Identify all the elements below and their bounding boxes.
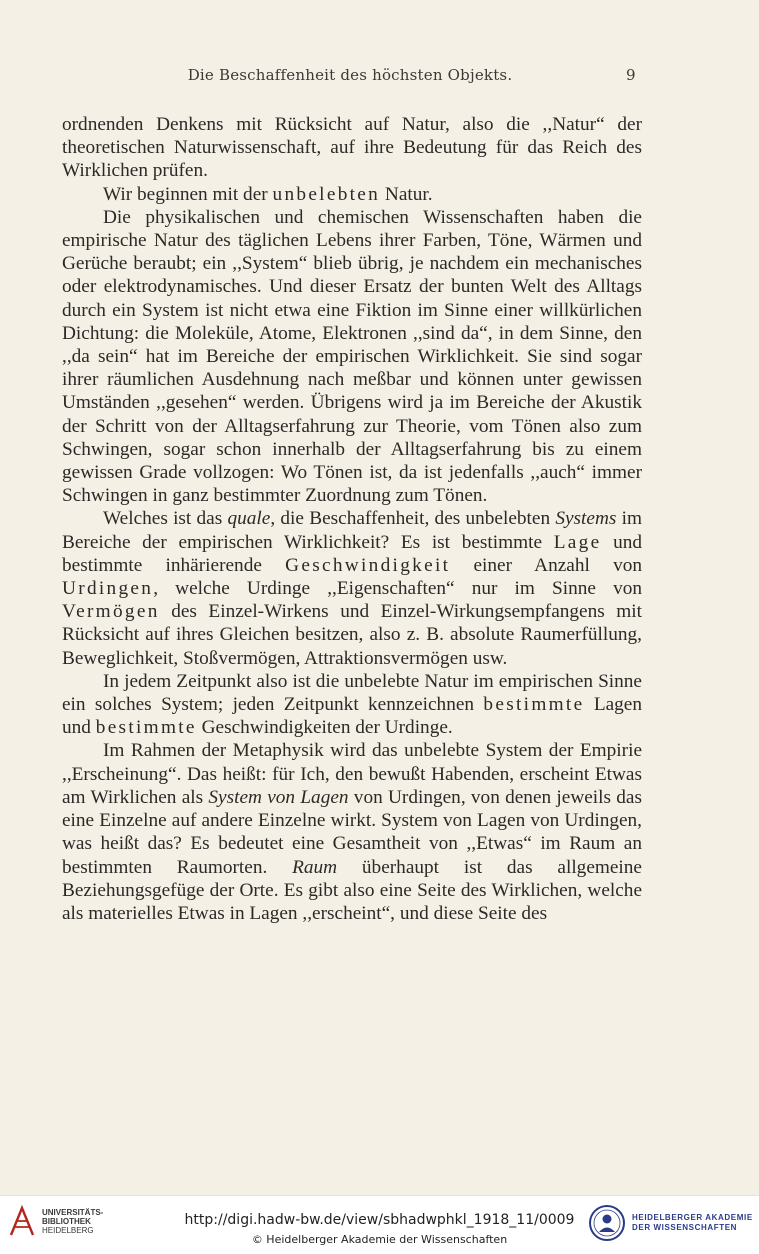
text-run: Geschwindigkeiten der Urdinge. xyxy=(196,717,453,739)
running-header xyxy=(0,66,759,90)
spaced-text: Geschwindigkeit xyxy=(285,554,451,576)
paragraph xyxy=(62,670,642,740)
academy-line-2: DER WISSENSCHAFTEN xyxy=(632,1223,738,1232)
text-run: im Bereiche der empirischen Wirklichkeit? Es ist bestimmte xyxy=(62,508,642,553)
text-run: Natur. xyxy=(380,183,433,205)
library-line-1: UNIVERSITÄTS- xyxy=(42,1208,104,1217)
text-run: , die Beschaffenheit, des unbelebten xyxy=(270,508,556,530)
academy-line-1: HEIDELBERGER AKADEMIE xyxy=(632,1213,753,1222)
spaced-text: bestimmte xyxy=(483,694,585,716)
text-run: ordnenden Denkens mit Rücksicht auf Natur, also die ,,Natur“ der theoretischen Naturwissenschaft, auf ihre Bedeutung für das Reich des Wirklichen prüfen. xyxy=(62,114,642,182)
text-run: , welche Urdinge ,,Eigenschaften“ nur im Sinne von xyxy=(153,578,642,600)
spaced-text: Lage xyxy=(553,531,602,553)
text-run: von Urdingen, von denen jeweils das eine Einzelne auf andere Einzelne wirkt. System von Lagen von Urdingen, was heißt das? Es bedeutet eine Gesamtheit von ,,Etwas“ im Raum an bestimmten Raumorten. xyxy=(62,786,642,878)
italic-text: quale xyxy=(227,508,271,530)
running-title: Die Beschaffenheit des höchsten Objekts. xyxy=(187,66,513,84)
academy-name xyxy=(632,1213,753,1233)
paragraph xyxy=(62,113,642,183)
academy-seal-icon xyxy=(588,1204,626,1242)
text-run: Lagen und xyxy=(62,694,643,739)
italic-text: Systems xyxy=(555,508,617,530)
spaced-text: bestimmte xyxy=(95,717,197,739)
body-text xyxy=(62,113,642,925)
italic-text: System von Lagen xyxy=(208,786,349,808)
paragraph xyxy=(62,739,642,925)
text-run: einer Anzahl von xyxy=(450,554,642,576)
copyright-notice: © Heidelberger Akademie der Wissenschaften xyxy=(251,1233,508,1246)
text-run: des Einzel-Wirkens und Einzel-Wirkungsempfangens mit Rücksicht auf ihres Gleichen besitzen, also z. B. absolute Raumerfüllung, Beweglichkeit, Stoßvermögen, Attraktionsvermögen usw. xyxy=(62,601,642,669)
italic-text: Raum xyxy=(292,856,338,878)
library-line-2: BIBLIOTHEK xyxy=(42,1217,91,1226)
permalink-url[interactable]: http://digi.hadw-bw.de/view/sbhadwphkl_1918_11/0009 xyxy=(184,1212,575,1228)
page-number: 9 xyxy=(626,66,636,84)
text-run: Die physikalischen und chemischen Wissenschaften haben die empirische Natur des täglichen Lebens ihrer Farben, Töne, Wärmen und Gerüche beraubt; ein ,,System“ blieb übrig, je nachdem ein mechanisches oder elektrodynamisches. Und dieser Ersatz der bunten Welt des Alltags durch ein System ist nicht etwa eine Fiktion im Sinne einer willkürlichen Dichtung: die Moleküle, Atome, Elektronen ,,sind da“, in dem Sinne, den ,,da sein“ hat im Bereiche der empirischen Wirklichkeit. Sie sind sogar ihrer räumlichen Ausdehnung nach meßbar und können unter gewissen Umständen ,,gesehen“ werden. Übrigens wird ja im Bereiche der Akustik der Schritt von der Alltagserfahrung zur Theorie, vom Tönen also zum Schwingen, sogar schon innerhalb der Alltagserfahrung bis zu einem gewissen Grade vollzogen: Wo Tönen ist, da ist jedenfalls ,,auch“ immer Schwingen in ganz bestimmter Zuordnung zum Tönen. xyxy=(62,206,642,507)
spaced-text: unbelebten xyxy=(272,183,381,205)
text-run: In jedem Zeitpunkt also ist die unbelebte Natur im empirischen Sinne ein solches System; jeden Zeitpunkt kennzeichnen xyxy=(62,670,642,716)
paragraph xyxy=(62,206,642,508)
text-run: und bestimmte inhärierende xyxy=(62,531,643,576)
paragraph xyxy=(62,183,642,206)
text-run: Welches ist das xyxy=(103,508,228,530)
library-line-3: HEIDELBERG xyxy=(42,1226,94,1235)
text-run: Im Rahmen der Metaphysik wird das unbelebte System der Empirie ,,Erscheinung“. Das heißt: für Ich, den bewußt Habenden, erscheint Etwas am Wirklichen als xyxy=(62,740,642,808)
text-run: überhaupt ist das allgemeine Beziehungsgefüge der Orte. Es gibt also eine Seite des Wirklichen, welche als materielles Etwas in Lagen ,,erscheint“, und diese Seite des xyxy=(62,856,642,924)
paragraph xyxy=(62,507,642,669)
text-run: Wir beginnen mit der xyxy=(103,183,273,205)
spaced-text: Urdingen xyxy=(62,578,154,600)
viewer-footer xyxy=(0,1195,759,1254)
spaced-text: Vermögen xyxy=(62,601,160,623)
